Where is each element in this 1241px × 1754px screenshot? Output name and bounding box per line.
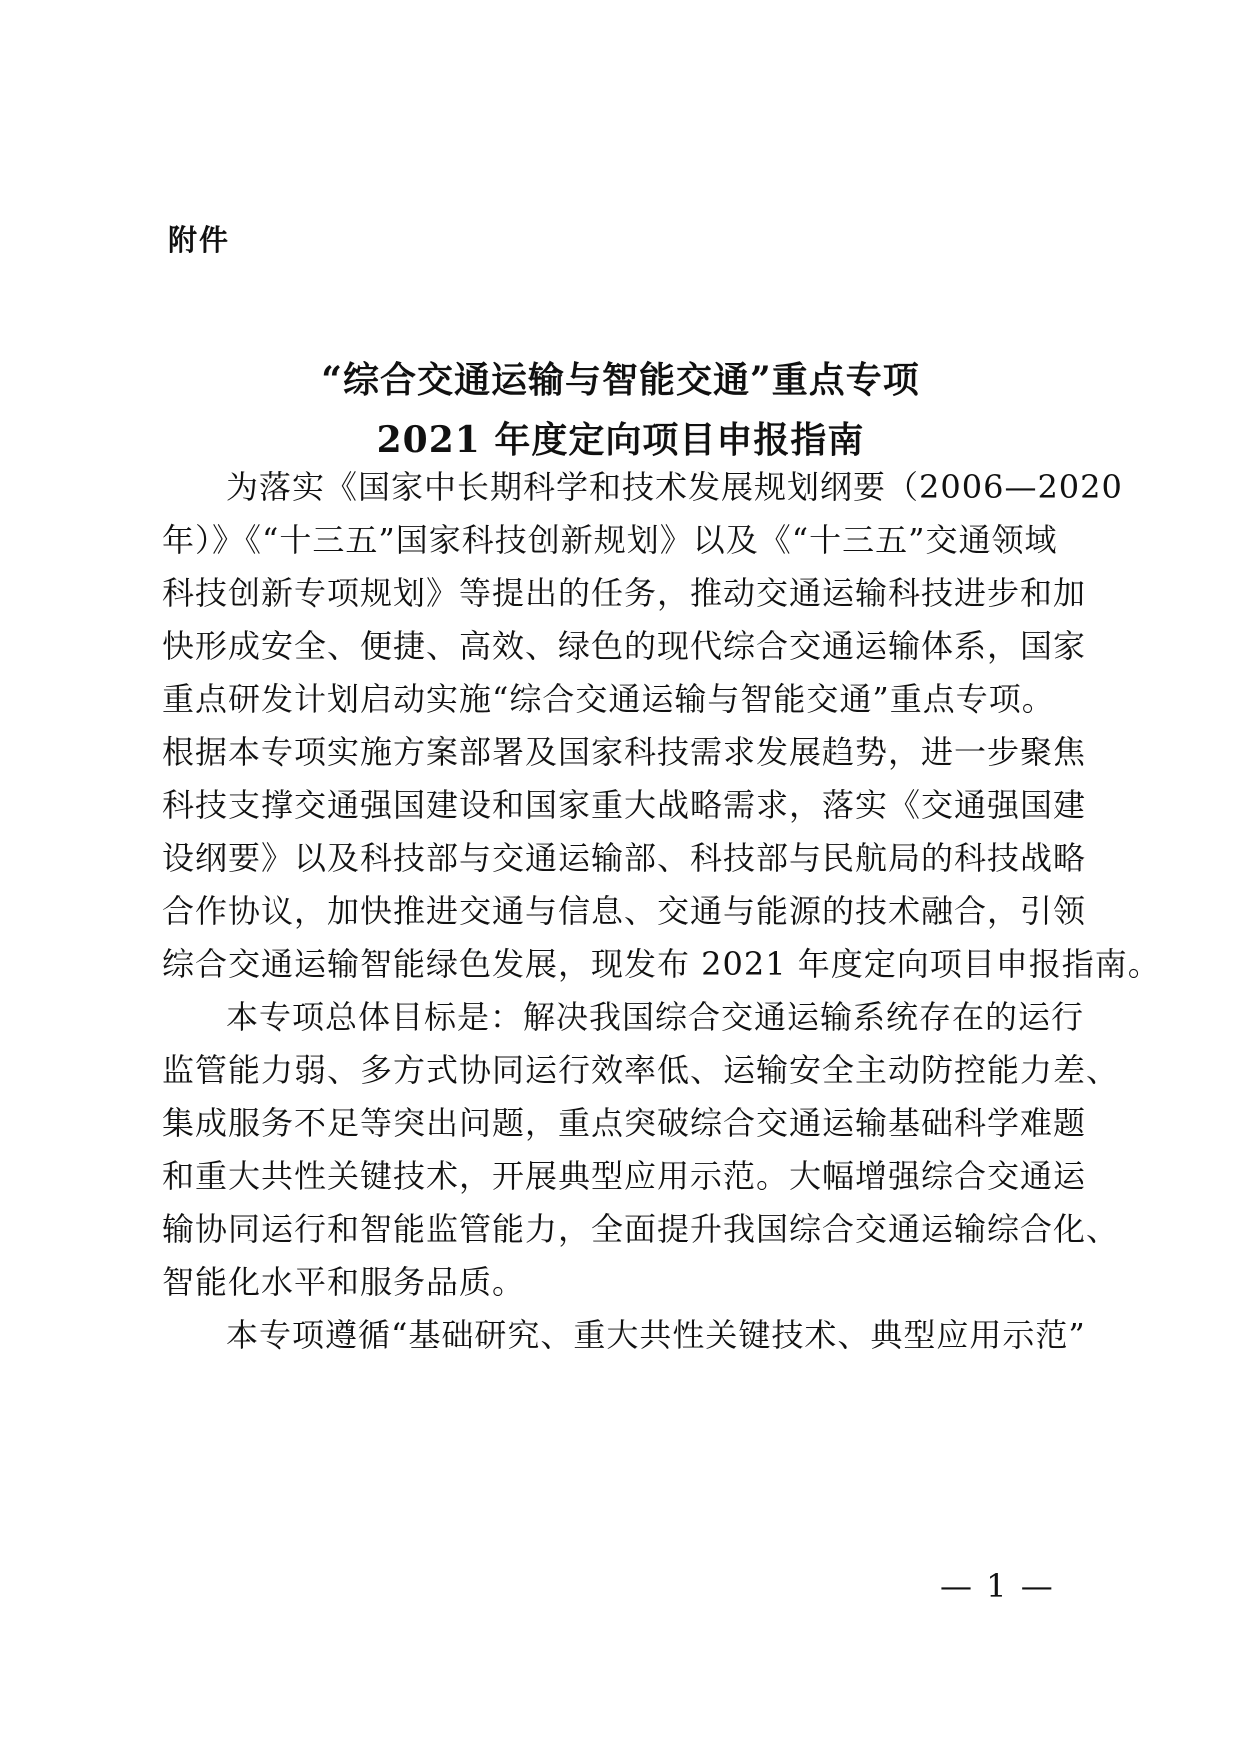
document-title-line-2: 2021 年度定向项目申报指南 <box>376 419 865 461</box>
paragraph-line: 年）》《“十三五”国家科技创新规划》以及《“十三五”交通领域 <box>162 521 1058 559</box>
paragraph-line: 智能化水平和服务品质。 <box>162 1263 526 1301</box>
paragraph-line: 集成服务不足等突出问题，重点突破综合交通运输基础科学难题 <box>162 1104 1087 1142</box>
paragraph-line: 本专项总体目标是：解决我国综合交通运输系统存在的运行 <box>226 998 1085 1036</box>
paragraph-line: 设纲要》以及科技部与交通运输部、科技部与民航局的科技战略 <box>162 839 1087 877</box>
paragraph-line: 和重大共性关键技术，开展典型应用示范。大幅增强综合交通运 <box>162 1157 1087 1195</box>
paragraph-line: 快形成安全、便捷、高效、绿色的现代综合交通运输体系，国家 <box>162 627 1087 665</box>
paragraph-line: 本专项遵循“基础研究、重大共性关键技术、典型应用示范” <box>226 1316 1086 1354</box>
paragraph-line: 科技支撑交通强国建设和国家重大战略需求，落实《交通强国建 <box>162 786 1087 824</box>
attachment-label: 附件 <box>168 223 231 257</box>
page-number: — 1 — <box>940 1567 1055 1605</box>
paragraph-line: 合作协议，加快推进交通与信息、交通与能源的技术融合，引领 <box>162 892 1087 930</box>
paragraph-line: 根据本专项实施方案部署及国家科技需求发展趋势，进一步聚焦 <box>162 733 1087 771</box>
paragraph-line: 重点研发计划启动实施“综合交通运输与智能交通”重点专项。 <box>162 680 1055 718</box>
paragraph-line: 为落实《国家中长期科学和技术发展规划纲要（2006—2020 <box>226 468 1123 506</box>
paragraph-line: 输协同运行和智能监管能力，全面提升我国综合交通运输综合化、 <box>162 1210 1120 1248</box>
paragraph-line: 监管能力弱、多方式协同运行效率低、运输安全主动防控能力差、 <box>162 1051 1120 1089</box>
document-title-line-1: “综合交通运输与智能交通”重点专项 <box>321 359 920 401</box>
paragraph-line: 综合交通运输智能绿色发展，现发布 2021 年度定向项目申报指南。 <box>162 945 1161 983</box>
paragraph-line: 科技创新专项规划》等提出的任务，推动交通运输科技进步和加 <box>162 574 1087 612</box>
